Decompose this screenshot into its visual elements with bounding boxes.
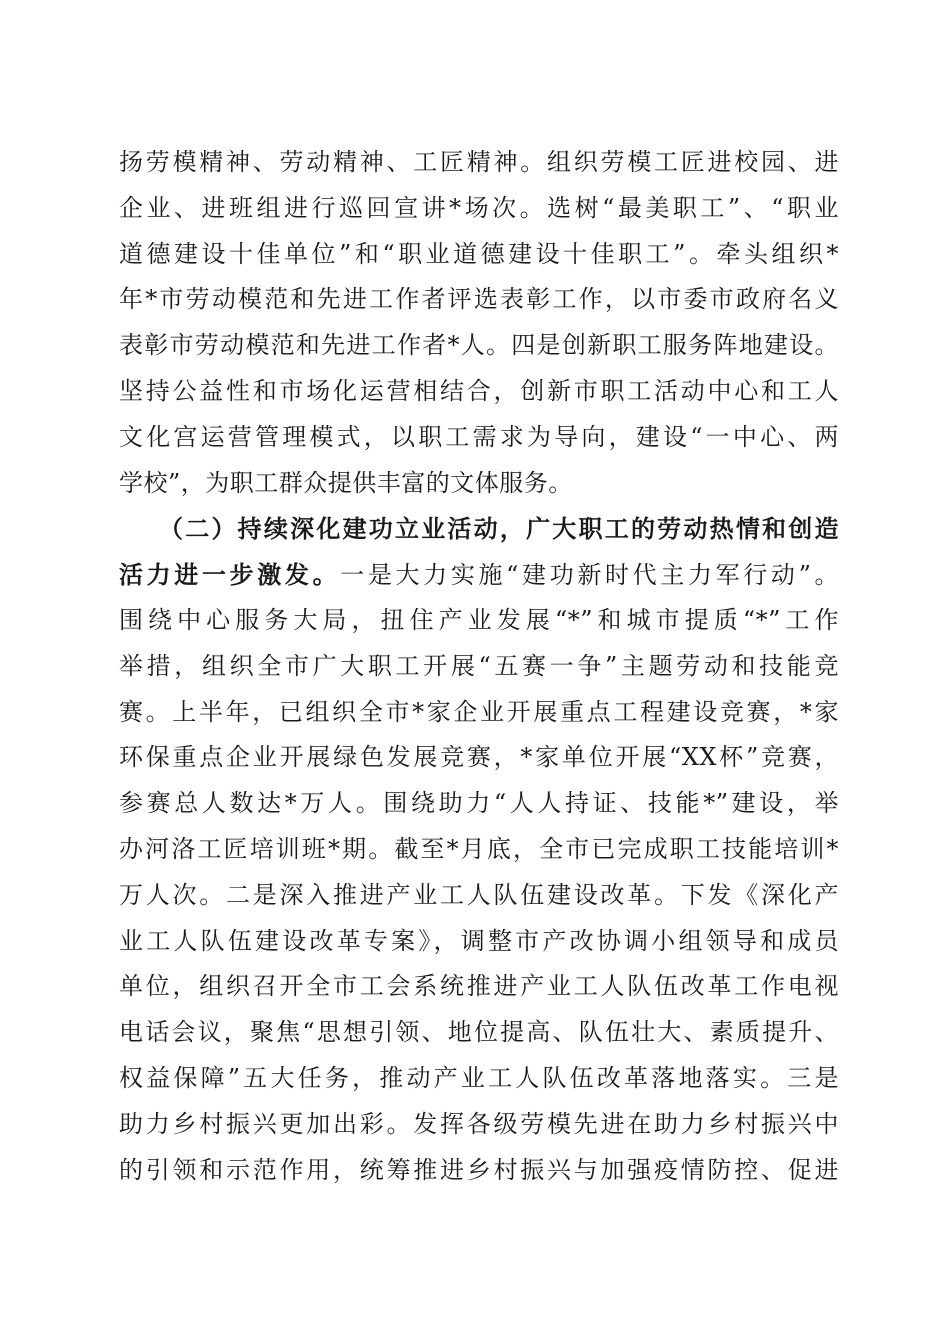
section-heading-continuation: 活力进一步激发。	[119, 560, 341, 590]
document-body	[119, 140, 839, 1193]
paragraph-1-line: 道德建设十佳单位”和“职业道德建设十佳职工”。牵头组织*	[119, 239, 839, 268]
paragraph-1-line: 文化宫运营管理模式，以职工需求为导向，建设“一中心、两	[119, 422, 839, 451]
paragraph-2-line: 业工人队伍建设改革专案》，调整市产改协调小组领导和成员	[119, 926, 839, 955]
paragraph-1-line: 坚持公益性和市场化运营相结合，创新市职工活动中心和工人	[119, 376, 839, 405]
paragraph-2-line: 环保重点企业开展绿色发展竞赛，*家单位开展“XX杯”竞赛，	[119, 743, 839, 772]
paragraph-2-line-rest: 一是大力实施“建功新时代主力军行动”。	[340, 561, 839, 590]
paragraph-2-line: 单位，组织召开全市工会系统推进产业工人队伍改革工作电视	[119, 972, 839, 1001]
paragraph-2-line: 万人次。二是深入推进产业工人队伍建设改革。下发《深化产	[119, 880, 839, 909]
paragraph-2-line: 举措，组织全市广大职工开展“五赛一争”主题劳动和技能竞	[119, 651, 839, 680]
section-heading-line: （二）持续深化建功立业活动，广大职工的劳动热情和创造	[159, 514, 839, 544]
paragraph-2-line: 围绕中心服务大局，扭住产业发展“*”和城市提质“*”工作	[119, 605, 839, 634]
paragraph-2-line: 参赛总人数达*万人。围绕助力“人人持证、技能*”建设，举	[119, 789, 839, 818]
paragraph-2-line: 电话会议，聚焦“思想引领、地位提高、队伍壮大、素质提升、	[119, 1018, 839, 1047]
paragraph-2-line: 赛。上半年，已组织全市*家企业开展重点工程建设竞赛，*家	[119, 697, 839, 726]
paragraph-2-line: 办河洛工匠培训班*期。截至*月底，全市已完成职工技能培训*	[119, 834, 839, 863]
paragraph-2-line: 的引领和示范作用，统筹推进乡村振兴与加强疫情防控、促进	[119, 1155, 839, 1184]
paragraph-1-line: 扬劳模精神、劳动精神、工匠精神。组织劳模工匠进校园、进	[119, 148, 839, 176]
paragraph-1-line: 表彰市劳动模范和先进工作者*人。四是创新职工服务阵地建设。	[119, 331, 839, 360]
paragraph-1-line: 企业、进班组进行巡回宣讲*场次。选树“最美职工”、“职业	[119, 193, 839, 222]
paragraph-2-line	[119, 552, 839, 598]
paragraph-2-line: 权益保障”五大任务，推动产业工人队伍改革落地落实。三是	[119, 1063, 839, 1092]
paragraph-2-line: 助力乡村振兴更加出彩。发挥各级劳模先进在助力乡村振兴中	[119, 1109, 839, 1138]
paragraph-1-line: 学校”，为职工群众提供丰富的文体服务。	[119, 468, 573, 497]
paragraph-1-line: 年*市劳动模范和先进工作者评选表彰工作，以市委市政府名义	[119, 285, 839, 314]
